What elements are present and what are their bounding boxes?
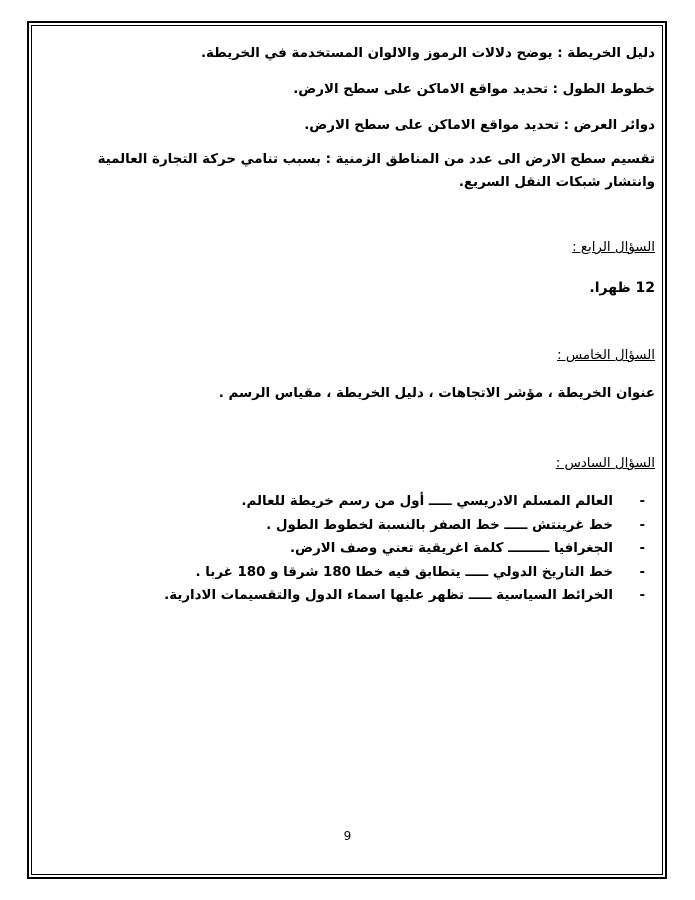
question-5-answer: عنوان الخريطة ، مؤشر الاتجاهات ، دليل الخريطة ، مقياس الرسم . (218, 386, 655, 401)
bullet-dash: - (639, 494, 645, 509)
list-item-text: خط التاريخ الدولي ـــــ يتطابق فيه خطا 180 شرقا و 180 غربا . (195, 564, 613, 580)
list-item-text: الخرائط السياسية ـــــ تظهر عليها اسماء الدول والتقسيمات الادارية. (164, 588, 613, 603)
definition-longitude: خطوط الطول : تحديد مواقع الاماكن على سطح الارض. (293, 82, 655, 97)
question-4-answer: 12 ظهرا. (589, 280, 655, 296)
list-item-text: خط غرينتش ـــــ خط الصفر بالنسبة لخطوط الطول . (266, 517, 613, 533)
list-item (164, 514, 645, 538)
page-number: 9 (343, 829, 352, 843)
list-item (164, 561, 645, 585)
question-6-heading: السؤال السادس : (555, 456, 655, 471)
bullet-dash: - (639, 564, 645, 580)
definition-map-legend: دليل الخريطة : يوضح دلالات الرموز والالوان المستخدمة في الخريطة. (200, 46, 655, 61)
question-5-heading: السؤال الخامس : (557, 348, 655, 363)
definition-latitude: دوائر العرض : تحديد مواقع الاماكن على سطح الارض. (304, 118, 655, 133)
list-item (164, 584, 645, 608)
bullet-dash: - (639, 517, 645, 533)
list-item-text: الجغرافيا ـــــــــ كلمة اغريقية تعني وصف الارض. (289, 541, 613, 556)
bullet-dash: - (639, 541, 645, 556)
definition-time-zones: تقسيم سطح الارض الى عدد من المناطق الزمنية : بسبب تنامي حركة التجارة العالمية وانتشار شبكات النقل السريع. (97, 152, 655, 190)
question-6-list (164, 490, 645, 608)
bullet-dash: - (639, 588, 645, 603)
list-item (164, 490, 645, 514)
question-4-heading: السؤال الرابع : (572, 240, 655, 255)
list-item-text: العالم المسلم الادريسي ـــــ أول من رسم خريطة للعالم. (241, 494, 613, 509)
list-item (164, 537, 645, 561)
